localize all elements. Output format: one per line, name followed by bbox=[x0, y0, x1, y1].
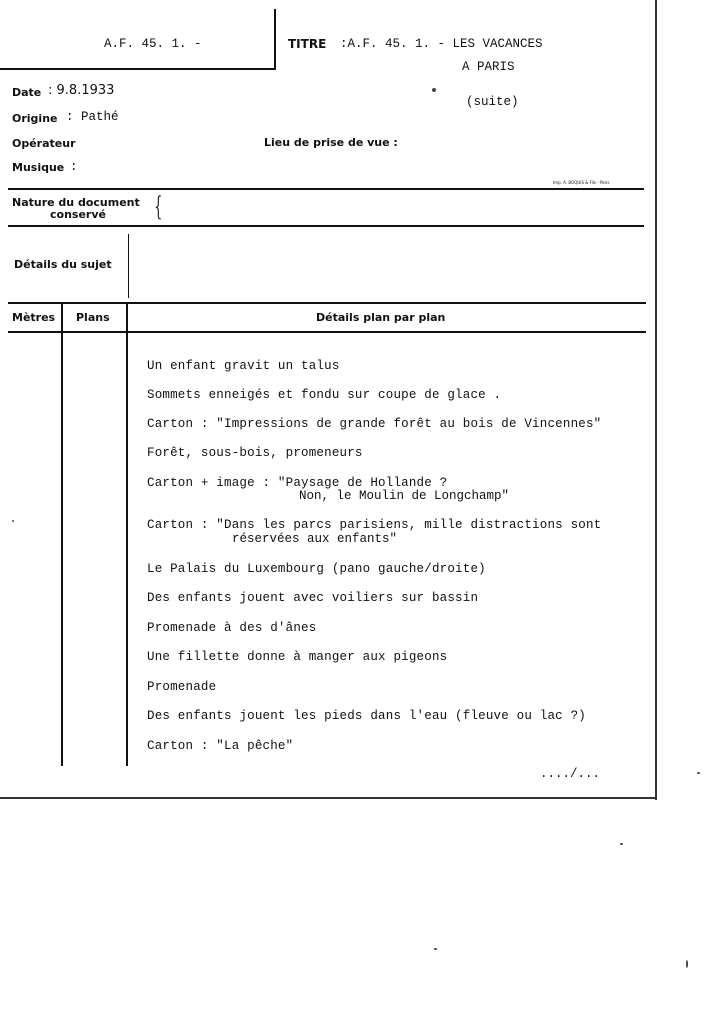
scan-speck bbox=[686, 960, 688, 968]
origin-value: : Pathé bbox=[66, 110, 119, 124]
printer-mark: Imp. A. BOQUIS & Fils - Paris bbox=[553, 180, 610, 185]
shot-line bbox=[147, 417, 601, 431]
sheet-bottom-edge bbox=[0, 797, 657, 799]
shot-line bbox=[147, 476, 447, 490]
continuation-mark: ..../... bbox=[540, 767, 601, 781]
date-label: Date bbox=[12, 86, 42, 99]
header-box-right-border bbox=[274, 9, 276, 69]
shot-line bbox=[147, 621, 316, 635]
location-label: Lieu de prise de vue : bbox=[264, 136, 398, 149]
date-value: : 9.8.1933 bbox=[48, 83, 115, 98]
shot-text: Carton : "La pêche" bbox=[147, 739, 294, 753]
nature-label-line2: conservé bbox=[50, 208, 106, 221]
title-suffix: (suite) bbox=[466, 95, 519, 109]
col-divider-2 bbox=[126, 304, 128, 766]
subject-label: Détails du sujet bbox=[14, 258, 112, 271]
shot-line bbox=[147, 359, 340, 373]
shot-text: Le Palais du Luxembourg (pano gauche/droite) bbox=[147, 562, 486, 576]
subject-brace-line bbox=[128, 234, 129, 298]
operator-label: Opérateur bbox=[12, 137, 76, 150]
shot-text: Forêt, sous-bois, promeneurs bbox=[147, 446, 363, 460]
table-header-rule bbox=[8, 331, 646, 333]
title-line-2: A PARIS bbox=[462, 60, 515, 74]
scan-speck bbox=[12, 520, 14, 522]
music-value: : bbox=[70, 160, 78, 174]
fields-bottom-rule bbox=[8, 188, 644, 190]
scan-speck bbox=[620, 843, 623, 845]
header-box-bottom-border bbox=[0, 68, 276, 70]
shot-line bbox=[147, 591, 478, 605]
scan-speck bbox=[434, 948, 437, 950]
shot-line bbox=[147, 650, 447, 664]
shot-text: Carton : "Dans les parcs parisiens, mille distractions sont bbox=[147, 518, 602, 532]
sheet-right-edge bbox=[655, 0, 657, 800]
shot-text: Un enfant gravit un talus bbox=[147, 359, 340, 373]
shot-text: Des enfants jouent les pieds dans l'eau (fleuve ou lac ?) bbox=[147, 709, 586, 723]
nature-bottom-rule bbox=[8, 225, 644, 227]
shot-text: Carton + image : "Paysage de Hollande ? bbox=[147, 476, 448, 490]
title-label: TITRE bbox=[288, 37, 327, 51]
shot-line bbox=[147, 388, 501, 402]
music-label: Musique bbox=[12, 161, 65, 174]
table-top-rule bbox=[8, 302, 646, 304]
reference-number: A.F. 45. 1. - bbox=[104, 37, 202, 51]
shot-line bbox=[147, 680, 216, 694]
scan-speck bbox=[432, 88, 436, 92]
scan-speck bbox=[697, 772, 700, 774]
shot-text-continuation: Non, le Moulin de Longchamp" bbox=[299, 489, 510, 503]
shot-text: Carton : "Impressions de grande forêt au bois de Vincennes" bbox=[147, 417, 602, 431]
col-header-details: Détails plan par plan bbox=[316, 311, 446, 324]
shot-text: Des enfants jouent avec voiliers sur bassin bbox=[147, 591, 479, 605]
nature-brace: { bbox=[154, 192, 163, 222]
col-header-plans: Plans bbox=[76, 311, 110, 324]
nature-label-line1: Nature du document bbox=[12, 196, 140, 209]
col-divider-1 bbox=[61, 304, 63, 766]
shot-text: Promenade à des d'ânes bbox=[147, 621, 317, 635]
shot-text: Promenade bbox=[147, 680, 217, 694]
shot-line bbox=[147, 739, 293, 753]
shot-line bbox=[147, 518, 601, 532]
shot-text: Sommets enneigés et fondu sur coupe de glace . bbox=[147, 388, 502, 402]
title-line-1: :A.F. 45. 1. - LES VACANCES bbox=[340, 37, 543, 51]
shot-line bbox=[147, 709, 586, 723]
origin-label: Origine bbox=[12, 112, 58, 125]
col-header-metres: Mètres bbox=[12, 311, 56, 324]
shot-line bbox=[147, 446, 363, 460]
shot-text: Une fillette donne à manger aux pigeons bbox=[147, 650, 448, 664]
shot-line bbox=[147, 562, 486, 576]
shot-text-continuation: réservées aux enfants" bbox=[232, 532, 398, 546]
